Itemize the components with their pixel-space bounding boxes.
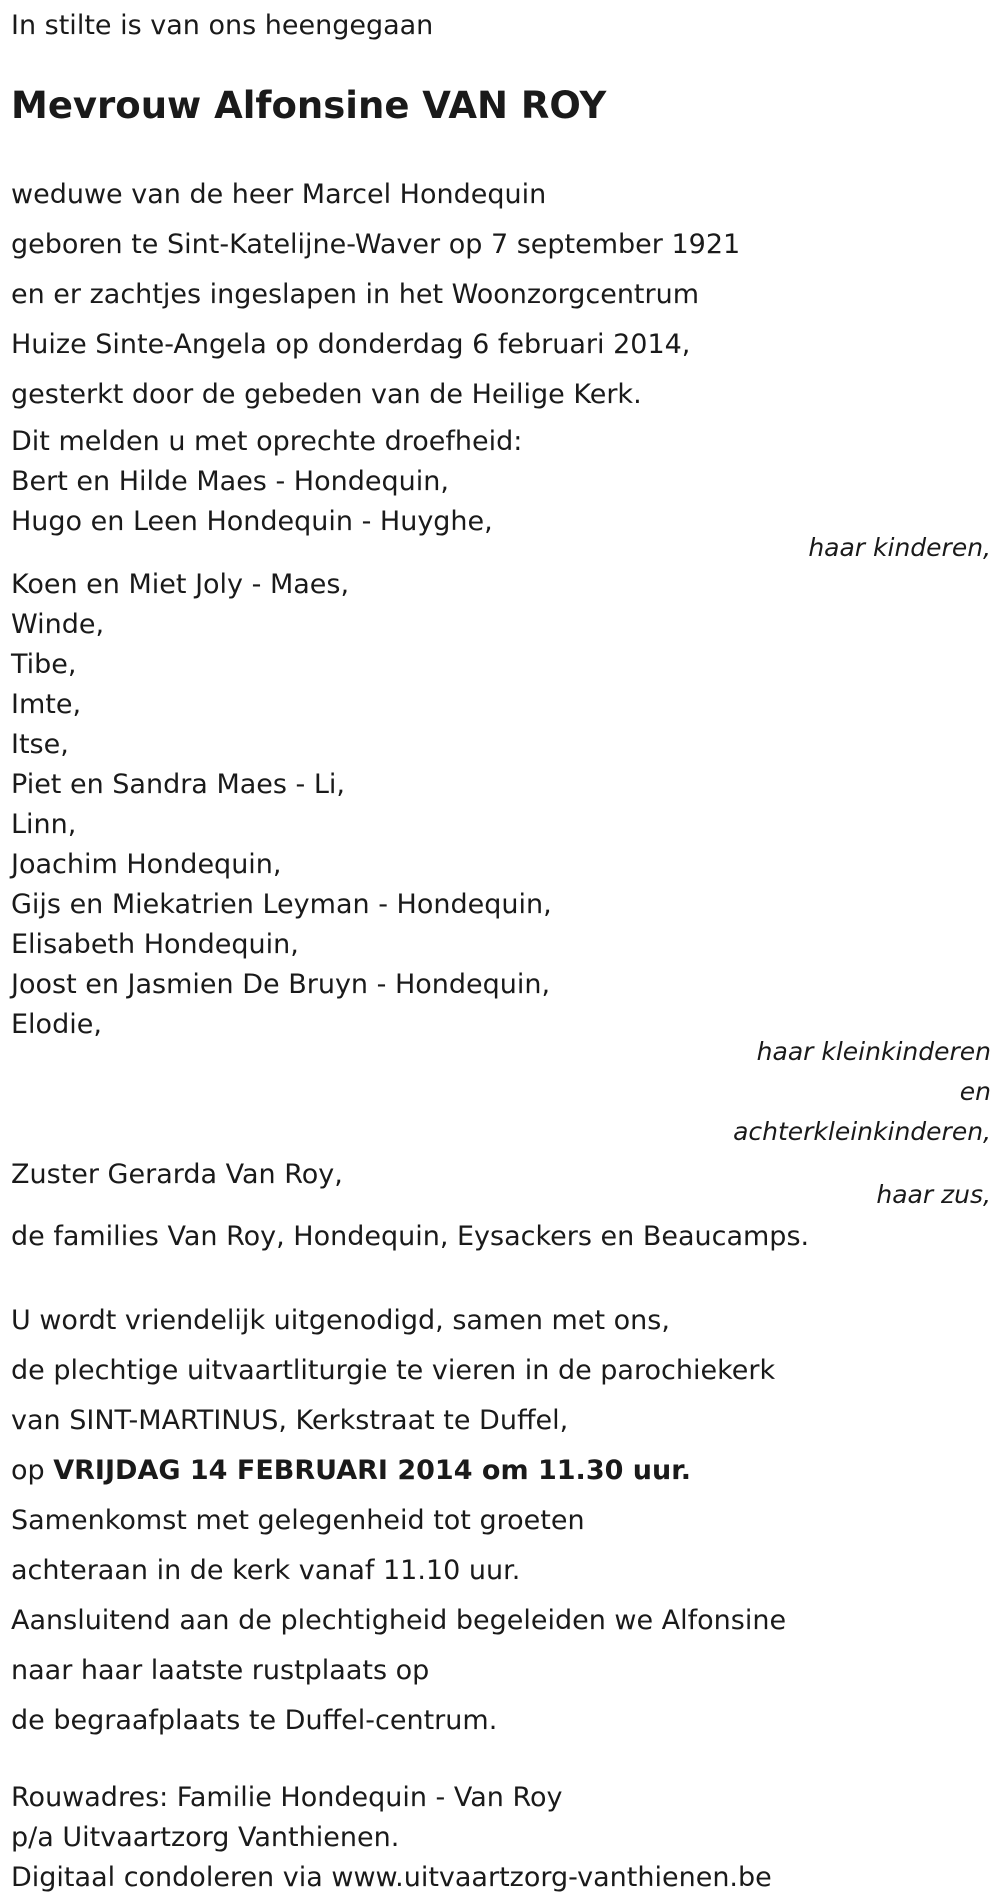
- grandchild-entry: Winde,: [11, 609, 105, 640]
- bio-line: en er zachtjes ingeslapen in het Woonzorgcentrum: [11, 279, 700, 310]
- address-line: Rouwadres: Familie Hondequin - Van Roy: [11, 1782, 563, 1813]
- invitation: [11, 1296, 991, 1746]
- grandchildren-label-line: en: [959, 1077, 991, 1106]
- sister-section: [11, 1155, 991, 1195]
- grandchild-entry: Elodie,: [11, 1009, 102, 1040]
- grandchild-entry: Imte,: [11, 689, 82, 720]
- grandchild-entry: Gijs en Miekatrien Leyman - Hondequin,: [11, 889, 552, 920]
- families-entry: de families Van Roy, Hondequin, Eysackers en Beaucamps.: [11, 1221, 810, 1252]
- mourning-address: [11, 1778, 991, 1898]
- grandchildren-label-line: haar kleinkinderen: [756, 1037, 991, 1066]
- grandchildren-label-line: achterkleinkinderen,: [733, 1117, 991, 1146]
- child-entry: Bert en Hilde Maes - Hondequin,: [11, 466, 449, 497]
- grandchildren-section: [11, 565, 991, 1045]
- bio-line: geboren te Sint-Katelijne-Waver op 7 september 1921: [11, 229, 741, 260]
- grandchild-entry: Itse,: [11, 729, 69, 760]
- children-label: haar kinderen,: [808, 533, 991, 562]
- announcement: Dit melden u met oprechte droefheid:: [11, 426, 523, 457]
- invitation-line: de begraafplaats te Duffel-centrum.: [11, 1705, 498, 1736]
- funeral-date: VRIJDAG 14 FEBRUARI 2014 om 11.30 uur.: [53, 1455, 691, 1486]
- address-line: Digitaal condoleren via www.uitvaartzorg-vanthienen.be: [11, 1862, 772, 1893]
- grandchild-entry: Piet en Sandra Maes - Li,: [11, 769, 345, 800]
- sister-entry: Zuster Gerarda Van Roy,: [11, 1159, 343, 1190]
- invitation-line: van SINT-MARTINUS, Kerkstraat te Duffel,: [11, 1405, 569, 1436]
- invitation-line: Aansluitend aan de plechtigheid begeleiden we Alfonsine: [11, 1605, 787, 1636]
- intro-text: In stilte is van ons heengegaan: [11, 10, 434, 41]
- grandchild-entry: Joost en Jasmien De Bruyn - Hondequin,: [11, 969, 551, 1000]
- biography: [11, 170, 991, 420]
- grandchild-entry: Linn,: [11, 809, 77, 840]
- families-section: [11, 1217, 991, 1257]
- address-line: p/a Uitvaartzorg Vanthienen.: [11, 1822, 400, 1853]
- bio-line: gesterkt door de gebeden van de Heilige Kerk.: [11, 379, 642, 410]
- grandchild-entry: Tibe,: [11, 649, 77, 680]
- invitation-line: Samenkomst met gelegenheid tot groeten: [11, 1505, 585, 1536]
- invitation-line: [11, 1446, 991, 1496]
- bio-line: Huize Sinte-Angela op donderdag 6 februari 2014,: [11, 329, 691, 360]
- child-entry: Hugo en Leen Hondequin - Huyghe,: [11, 506, 493, 537]
- sister-label: haar zus,: [876, 1180, 991, 1209]
- invitation-line: U wordt vriendelijk uitgenodigd, samen met ons,: [11, 1305, 670, 1336]
- grandchildren-label: [733, 1032, 991, 1152]
- grandchild-entry: Koen en Miet Joly - Maes,: [11, 569, 350, 600]
- bio-line: weduwe van de heer Marcel Hondequin: [11, 179, 547, 210]
- invitation-line: de plechtige uitvaartliturgie te vieren in de parochiekerk: [11, 1355, 776, 1386]
- children-section: [11, 422, 991, 542]
- grandchild-entry: Elisabeth Hondequin,: [11, 929, 299, 960]
- deceased-name: Mevrouw Alfonsine VAN ROY: [11, 84, 607, 127]
- date-prefix: op: [11, 1455, 54, 1486]
- invitation-line: achteraan in de kerk vanaf 11.10 uur.: [11, 1555, 521, 1586]
- grandchild-entry: Joachim Hondequin,: [11, 849, 282, 880]
- invitation-line: naar haar laatste rustplaats op: [11, 1655, 430, 1686]
